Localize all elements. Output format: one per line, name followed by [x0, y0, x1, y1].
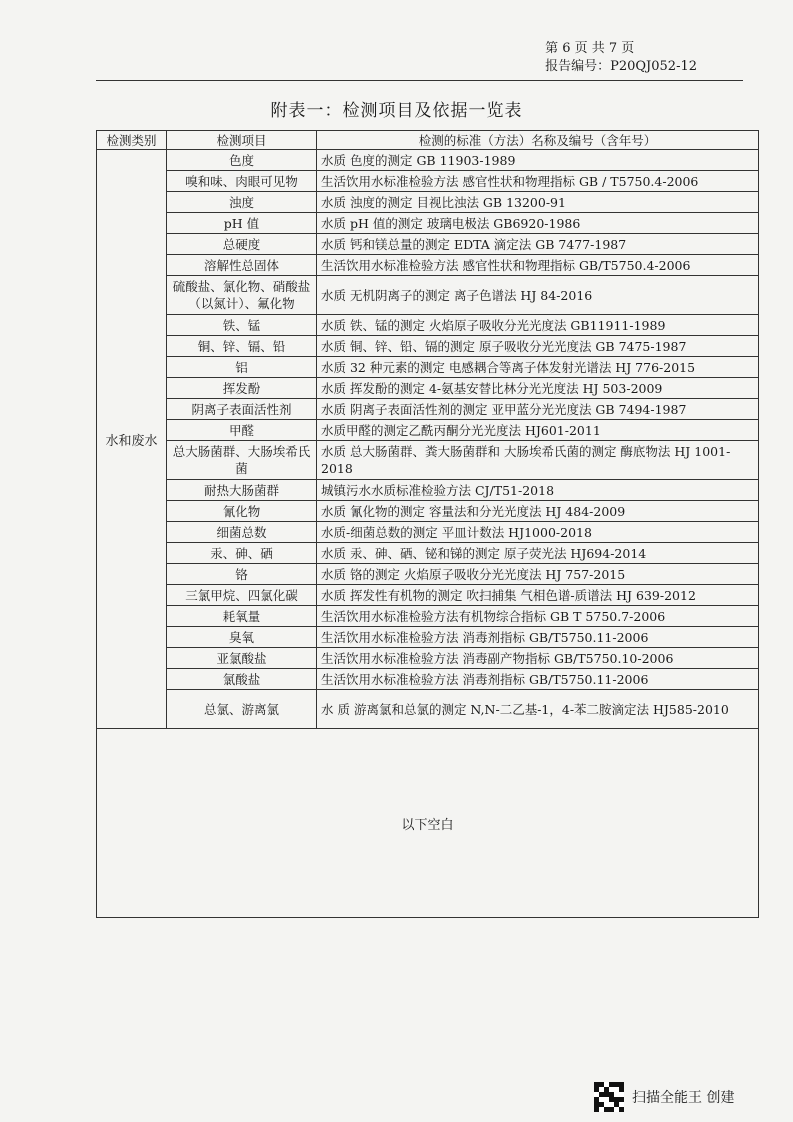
page-info	[545, 40, 697, 76]
table-row	[97, 357, 759, 378]
method-cell: 水质 钙和镁总量的测定 EDTA 滴定法 GB 7477-1987	[317, 234, 759, 255]
method-cell: 水质 挥发酚的测定 4-氨基安替比林分光光度法 HJ 503-2009	[317, 378, 759, 399]
item-cell: 臭氧	[167, 627, 317, 648]
table-row	[97, 690, 759, 729]
method-cell: 水质 铜、锌、铅、镉的测定 原子吸收分光光度法 GB 7475-1987	[317, 336, 759, 357]
method-cell: 水 质 游离氯和总氯的测定 N,N-二乙基-1，4-苯二胺滴定法 HJ585-2010	[317, 690, 759, 729]
table-row	[97, 192, 759, 213]
page-number: 第 6 页 共 7 页	[545, 41, 635, 56]
category-cell: 水和废水	[97, 150, 167, 729]
table-row	[97, 441, 759, 480]
method-cell: 水质 挥发性有机物的测定 吹扫捕集 气相色谱-质谱法 HJ 639-2012	[317, 585, 759, 606]
item-cell: 硫酸盐、氯化物、硝酸盐（以氮计）、氟化物	[167, 276, 317, 315]
item-cell: 亚氯酸盐	[167, 648, 317, 669]
item-cell: 铜、锌、镉、铅	[167, 336, 317, 357]
method-cell: 水质 阴离子表面活性剂的测定 亚甲蓝分光光度法 GB 7494-1987	[317, 399, 759, 420]
table-row	[97, 627, 759, 648]
method-cell: 生活饮用水标准检验方法有机物综合指标 GB T 5750.7-2006	[317, 606, 759, 627]
method-cell: 水质 铁、锰的测定 火焰原子吸收分光光度法 GB11911-1989	[317, 315, 759, 336]
table-row	[97, 255, 759, 276]
table-row	[97, 213, 759, 234]
table-row	[97, 669, 759, 690]
method-cell: 生活饮用水标准检验方法 消毒剂指标 GB/T5750.11-2006	[317, 669, 759, 690]
method-cell: 水质 汞、砷、硒、铋和锑的测定 原子荧光法 HJ694-2014	[317, 543, 759, 564]
item-cell: 汞、砷、硒	[167, 543, 317, 564]
table-row	[97, 378, 759, 399]
column-header-item: 检测项目	[167, 131, 317, 150]
table-row	[97, 399, 759, 420]
table-row	[97, 501, 759, 522]
inspection-table	[96, 130, 759, 918]
scanner-watermark-text: 扫描全能王 创建	[632, 1090, 735, 1106]
item-cell: 总硬度	[167, 234, 317, 255]
item-cell: 浊度	[167, 192, 317, 213]
method-cell: 水质 铬的测定 火焰原子吸收分光光度法 HJ 757-2015	[317, 564, 759, 585]
item-cell: 溶解性总固体	[167, 255, 317, 276]
blank-row	[97, 729, 759, 918]
method-cell: 水质 32 种元素的测定 电感耦合等离子体发射光谱法 HJ 776-2015	[317, 357, 759, 378]
table-row	[97, 564, 759, 585]
item-cell: 铬	[167, 564, 317, 585]
header-rule	[96, 80, 743, 81]
method-cell: 水质甲醛的测定乙酰丙酮分光光度法 HJ601-2011	[317, 420, 759, 441]
table-row	[97, 234, 759, 255]
method-cell: 水质 氰化物的测定 容量法和分光光度法 HJ 484-2009	[317, 501, 759, 522]
item-cell: 氰化物	[167, 501, 317, 522]
method-cell: 水质 色度的测定 GB 11903-1989	[317, 150, 759, 171]
item-cell: 色度	[167, 150, 317, 171]
table-row	[97, 522, 759, 543]
item-cell: 甲醛	[167, 420, 317, 441]
item-cell: 挥发酚	[167, 378, 317, 399]
item-cell: 铝	[167, 357, 317, 378]
table-row	[97, 276, 759, 315]
table-row	[97, 543, 759, 564]
method-cell: 水质 浊度的测定 目视比浊法 GB 13200-91	[317, 192, 759, 213]
table-row	[97, 420, 759, 441]
table-row	[97, 606, 759, 627]
table-row	[97, 336, 759, 357]
table-row	[97, 171, 759, 192]
table-row	[97, 480, 759, 501]
method-cell: 水质 pH 值的测定 玻璃电极法 GB6920-1986	[317, 213, 759, 234]
item-cell: 细菌总数	[167, 522, 317, 543]
method-cell: 生活饮用水标准检验方法 感官性状和物理指标 GB / T5750.4-2006	[317, 171, 759, 192]
blank-note: 以下空白	[97, 729, 759, 918]
method-cell: 水质-细菌总数的测定 平皿计数法 HJ1000-2018	[317, 522, 759, 543]
method-cell: 水质 无机阴离子的测定 离子色谱法 HJ 84-2016	[317, 276, 759, 315]
item-cell: 总大肠菌群、大肠埃希氏菌	[167, 441, 317, 480]
table-row	[97, 150, 759, 171]
table-row	[97, 585, 759, 606]
report-number: 报告编号：P20QJ052-12	[545, 59, 697, 74]
item-cell: 耗氧量	[167, 606, 317, 627]
scanner-watermark	[594, 1082, 734, 1112]
method-cell: 水质 总大肠菌群、粪大肠菌群和 大肠埃希氏菌的测定 酶底物法 HJ 1001-2018	[317, 441, 759, 480]
item-cell: 嗅和味、肉眼可见物	[167, 171, 317, 192]
item-cell: pH 值	[167, 213, 317, 234]
method-cell: 生活饮用水标准检验方法 感官性状和物理指标 GB/T5750.4-2006	[317, 255, 759, 276]
item-cell: 耐热大肠菌群	[167, 480, 317, 501]
column-header-category: 检测类别	[97, 131, 167, 150]
table-body	[97, 150, 759, 729]
table-header-row	[97, 131, 759, 150]
item-cell: 总氯、游离氯	[167, 690, 317, 729]
method-cell: 城镇污水水质标准检验方法 CJ/T51-2018	[317, 480, 759, 501]
item-cell: 铁、锰	[167, 315, 317, 336]
column-header-method: 检测的标准（方法）名称及编号（含年号）	[317, 131, 759, 150]
item-cell: 阴离子表面活性剂	[167, 399, 317, 420]
table-row	[97, 315, 759, 336]
page-title: 附表一：检测项目及依据一览表	[270, 101, 523, 121]
table-row	[97, 648, 759, 669]
method-cell: 生活饮用水标准检验方法 消毒剂指标 GB/T5750.11-2006	[317, 627, 759, 648]
qr-code-icon	[594, 1082, 624, 1112]
item-cell: 三氯甲烷、四氯化碳	[167, 585, 317, 606]
item-cell: 氯酸盐	[167, 669, 317, 690]
method-cell: 生活饮用水标准检验方法 消毒副产物指标 GB/T5750.10-2006	[317, 648, 759, 669]
